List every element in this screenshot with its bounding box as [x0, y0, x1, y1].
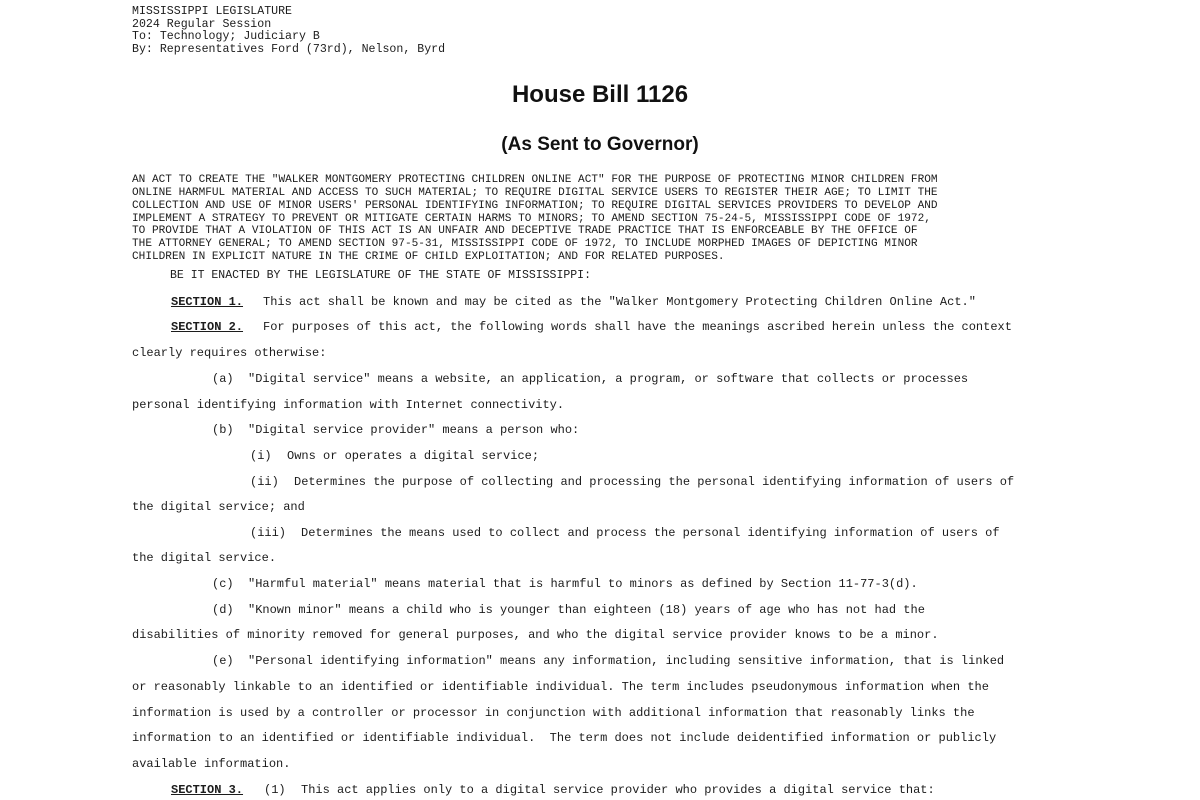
- section-3-mark: (1): [264, 783, 286, 797]
- act-line: THE ATTORNEY GENERAL; TO AMEND SECTION 97-5-31, MISSISSIPPI CODE OF 1972, TO INCLUDE MORPHED IMAGES OF DEPICTING MINOR: [132, 238, 918, 251]
- section-2-label: SECTION 2.: [171, 320, 244, 334]
- enacting-clause: BE IT ENACTED BY THE LEGISLATURE OF THE STATE OF MISSISSIPPI:: [170, 269, 591, 282]
- def-b-iii-text: Determines the means used to collect and process the personal identifying information of users of: [301, 526, 1000, 540]
- section-1-label: SECTION 1.: [171, 295, 244, 309]
- def-a-text: "Digital service" means a website, an application, a program, or software that collects or processes: [248, 372, 969, 386]
- section-3-label: SECTION 3.: [171, 783, 244, 797]
- def-c-text: "Harmful material" means material that is harmful to minors as defined by Section 11-77-3(d).: [248, 577, 918, 591]
- bill-title: House Bill 1126: [511, 81, 689, 108]
- section-3-text: This act applies only to a digital service provider who provides a digital service that:: [301, 783, 935, 797]
- def-d-text-cont: disabilities of minority removed for general purposes, and who the digital service provider knows to be a minor.: [132, 628, 939, 642]
- section-2-text-cont: clearly requires otherwise:: [132, 346, 327, 360]
- committee-line: To: Technology; Judiciary B: [132, 30, 320, 44]
- def-b-i-text: Owns or operates a digital service;: [287, 449, 540, 463]
- def-b-i-mark: (i): [250, 449, 272, 463]
- def-b-ii-text: Determines the purpose of collecting and processing the personal identifying information of users of: [294, 475, 1015, 489]
- def-b-ii-mark: (ii): [250, 475, 279, 489]
- act-line: IMPLEMENT A STRATEGY TO PREVENT OR MITIGATE CERTAIN HARMS TO MINORS; TO AMEND SECTION 75-24-5, MISSISSIPPI CODE OF 1972,: [132, 212, 931, 225]
- def-b-ii-text-cont: the digital service; and: [132, 500, 305, 514]
- act-line: AN ACT TO CREATE THE "WALKER MONTGOMERY PROTECTING CHILDREN ONLINE ACT" FOR THE PURPOSE OF PROTECTING MINOR CHILDREN FROM: [132, 174, 938, 186]
- def-e-text-cont: information is used by a controller or processor in conjunction with additional information that reasonably links the: [132, 706, 975, 720]
- act-line: ONLINE HARMFUL MATERIAL AND ACCESS TO SUCH MATERIAL; TO REQUIRE DIGITAL SERVICE USERS TO REGISTER THEIR AGE; TO LIMIT THE: [132, 186, 938, 199]
- section-1-text: This act shall be known and may be cited as the "Walker Montgomery Protecting Children Online Act.": [263, 295, 976, 309]
- act-line: COLLECTION AND USE OF MINOR USERS' PERSONAL IDENTIFYING INFORMATION; TO REQUIRE DIGITAL SERVICES PROVIDERS TO DEVELOP AND: [132, 199, 938, 212]
- sponsors-line: By: Representatives Ford (73rd), Nelson, Byrd: [132, 43, 446, 57]
- act-line: CHILDREN IN EXPLICIT NATURE IN THE CRIME OF CHILD EXPLOITATION; AND FOR RELATED PURPOSES.: [132, 251, 725, 264]
- def-e-mark: (e): [212, 654, 234, 668]
- def-d-mark: (d): [212, 603, 234, 617]
- legislature-line: MISSISSIPPI LEGISLATURE: [132, 5, 293, 18]
- def-b-iii-text-cont: the digital service.: [132, 551, 277, 565]
- def-a-mark: (a): [212, 372, 234, 386]
- bill-header: [132, 6, 445, 57]
- def-b-text: "Digital service provider" means a person who:: [248, 423, 580, 437]
- def-b-mark: (b): [212, 423, 234, 437]
- def-e-text-cont: or reasonably linkable to an identified or identifiable individual. The term includes pseudonymous information when the: [132, 680, 989, 694]
- def-c-mark: (c): [212, 577, 234, 591]
- def-e-text-cont: available information.: [132, 757, 291, 771]
- session-line: 2024 Regular Session: [132, 17, 272, 31]
- def-e-text-cont: information to an identified or identifiable individual. The term does not include deidentified information or publicly: [132, 731, 997, 745]
- act-line: TO PROVIDE THAT A VIOLATION OF THIS ACT IS AN UNFAIR AND DECEPTIVE TRADE PRACTICE THAT IS ENFORCEABLE BY THE OFFICE OF: [132, 225, 918, 238]
- bill-status: (As Sent to Governor): [501, 134, 699, 155]
- section-2-text: For purposes of this act, the following words shall have the meanings ascribed herein unless the context: [263, 320, 1012, 334]
- act-title-paragraph: [132, 174, 1066, 264]
- def-d-text: "Known minor" means a child who is younger than eighteen (18) years of age who has not had the: [248, 603, 925, 617]
- def-e-text: "Personal identifying information" means any information, including sensitive information, that is linked: [248, 654, 1005, 668]
- def-b-iii-mark: (iii): [250, 526, 287, 540]
- def-a-text-cont: personal identifying information with Internet connectivity.: [132, 398, 565, 412]
